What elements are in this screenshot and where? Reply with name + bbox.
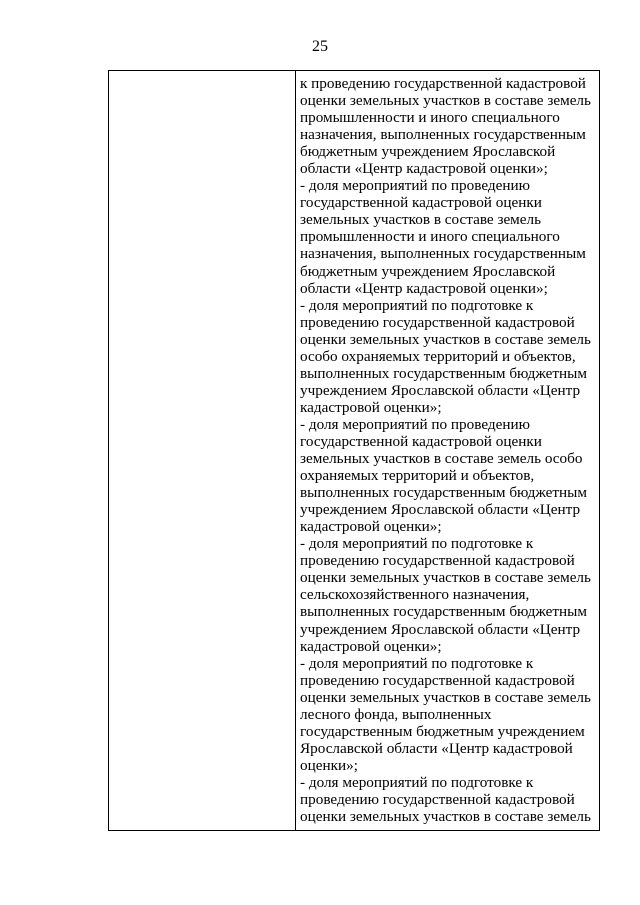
text-line: кадастровой оценки»; <box>300 518 442 536</box>
text-line: оценки земельных участков в составе земель <box>300 330 591 348</box>
text-line: оценки»; <box>300 756 358 774</box>
text-line: проведению государственной кадастровой <box>300 552 575 570</box>
text-line: промышленности и иного специального <box>300 228 560 246</box>
text-line: кадастровой оценки»; <box>300 637 442 655</box>
text-line: к проведению государственной кадастровой <box>300 75 586 92</box>
table-cell-left <box>109 71 296 831</box>
text-line: оценки земельных участков в составе земель <box>300 688 591 706</box>
text-line: - доля мероприятий по проведению <box>300 415 530 433</box>
text-line: кадастровой оценки»; <box>300 398 442 416</box>
table-cell-right <box>296 71 600 831</box>
text-line: промышленности и иного специального <box>300 109 560 127</box>
document-table <box>108 70 600 831</box>
cell-text-block <box>300 75 598 825</box>
text-line: оценки земельных участков в составе земель <box>300 569 591 587</box>
text-line: учреждением Ярославской области «Центр <box>300 501 581 519</box>
text-line: земельных участков в составе земель <box>300 211 542 229</box>
text-line: государственной кадастровой оценки <box>300 194 542 212</box>
text-line: проведению государственной кадастровой <box>300 671 575 689</box>
text-line: государственной кадастровой оценки <box>300 432 542 450</box>
text-line: учреждением Ярославской области «Центр <box>300 620 581 638</box>
table-row <box>109 71 600 831</box>
text-line: лесного фонда, выполненных <box>300 705 492 723</box>
text-line: назначения, выполненных государственным <box>300 245 586 263</box>
text-line: проведению государственной кадастровой <box>300 313 575 331</box>
text-line: - доля мероприятий по подготовке к <box>300 773 534 791</box>
text-line: земельных участков в составе земель особо <box>300 450 583 468</box>
text-line: назначения, выполненных государственным <box>300 126 586 144</box>
text-line: - доля мероприятий по подготовке к <box>300 535 534 553</box>
text-line: выполненных государственным бюджетным <box>300 364 587 382</box>
text-line: проведению государственной кадастровой <box>300 790 575 808</box>
text-line: - доля мероприятий по подготовке к <box>300 654 534 672</box>
text-line: выполненных государственным бюджетным <box>300 484 587 502</box>
text-line: области «Центр кадастровой оценки»; <box>300 279 548 297</box>
text-line: бюджетным учреждением Ярославской <box>300 143 556 161</box>
text-line: оценки земельных участков в составе земель <box>300 92 591 110</box>
text-line: особо охраняемых территорий и объектов, <box>300 347 576 365</box>
text-line: бюджетным учреждением Ярославской <box>300 262 556 280</box>
text-line: государственным бюджетным учреждением <box>300 722 585 740</box>
page-number: 25 <box>312 38 328 55</box>
text-line: Ярославской области «Центр кадастровой <box>300 739 573 757</box>
text-line: области «Центр кадастровой оценки»; <box>300 160 548 178</box>
text-line: охраняемых территорий и объектов, <box>300 467 535 485</box>
text-line: оценки земельных участков в составе земель <box>300 808 591 826</box>
text-line: сельскохозяйственного назначения, <box>300 586 530 604</box>
text-line: - доля мероприятий по проведению <box>300 177 530 195</box>
text-line: выполненных государственным бюджетным <box>300 603 587 621</box>
text-line: - доля мероприятий по подготовке к <box>300 296 534 314</box>
text-line: учреждением Ярославской области «Центр <box>300 381 581 399</box>
